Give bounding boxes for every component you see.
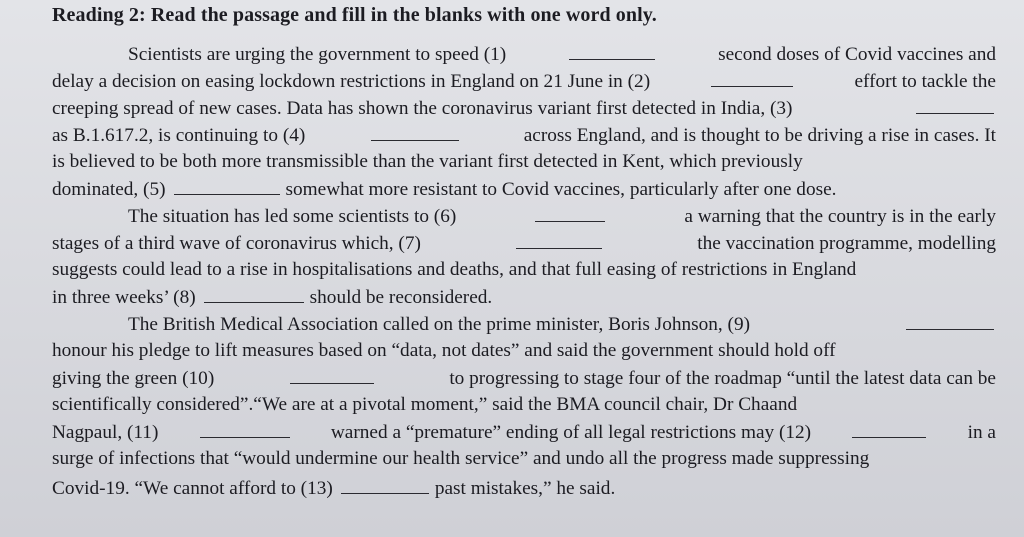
- passage-line: [52, 149, 996, 175]
- passage-text: Scientists are urging the government to speed (1): [128, 44, 507, 65]
- passage-line: [52, 284, 996, 310]
- passage-line: [52, 365, 996, 391]
- passage-line: [52, 475, 996, 501]
- passage-line: [52, 230, 996, 256]
- passage-text: warned a “premature” ending of all legal restrictions may (12): [330, 422, 812, 443]
- passage-text: scientifically considered”.“We are at a pivotal moment,” said the BMA council chair, Dr Chaand: [52, 394, 798, 415]
- passage-text: past mistakes,” he said.: [434, 478, 616, 499]
- passage-text: second doses of Covid vaccines and: [718, 44, 996, 65]
- answer-blank-12[interactable]: [852, 419, 926, 438]
- passage-text: the vaccination programme, modelling: [697, 233, 996, 254]
- answer-blank-11[interactable]: [200, 419, 290, 438]
- passage-text: Covid-19. “We cannot afford to (13): [52, 478, 333, 499]
- passage-text: creeping spread of new cases. Data has shown the coronavirus variant first detected in India, (3): [52, 98, 793, 119]
- passage-text: giving the green (10): [52, 368, 215, 389]
- passage-line: [52, 419, 996, 445]
- answer-blank-6[interactable]: [535, 203, 605, 222]
- passage-text: The situation has led some scientists to (6): [128, 206, 457, 227]
- passage-line: [52, 446, 996, 472]
- passage-line: [52, 311, 996, 337]
- passage-text: in a: [967, 422, 996, 443]
- passage-line: [52, 122, 996, 148]
- passage-text: to progressing to stage four of the roadmap “until the latest data can be: [449, 368, 996, 389]
- passage-line: [52, 392, 996, 418]
- answer-blank-9[interactable]: [906, 311, 994, 330]
- passage-line: [52, 338, 996, 364]
- answer-blank-13[interactable]: [341, 475, 429, 494]
- passage-text: somewhat more resistant to Covid vaccines, particularly after one dose.: [285, 179, 837, 200]
- passage-text: surge of infections that “would undermine our health service” and undo all the progress made suppressing: [52, 448, 870, 469]
- passage-text: in three weeks’ (8): [52, 287, 196, 308]
- passage-text: dominated, (5): [52, 179, 166, 200]
- answer-blank-7[interactable]: [516, 230, 602, 249]
- passage-line: [52, 41, 996, 67]
- passage-text: honour his pledge to lift measures based on “data, not dates” and said the government should hold off: [52, 340, 836, 361]
- passage-text: across England, and is thought to be driving a rise in cases. It: [523, 125, 996, 146]
- passage-text: should be reconsidered.: [309, 287, 493, 308]
- passage-text: effort to tackle the: [854, 71, 996, 92]
- passage-text: stages of a third wave of coronavirus which, (7): [52, 233, 421, 254]
- answer-blank-8[interactable]: [204, 284, 304, 303]
- passage-line: [52, 68, 996, 94]
- passage-line: [52, 257, 996, 283]
- answer-blank-1[interactable]: [569, 41, 655, 60]
- passage-line: [52, 176, 996, 202]
- passage-text: as B.1.617.2, is continuing to (4): [52, 125, 306, 146]
- answer-blank-10[interactable]: [290, 365, 374, 384]
- passage-text: is believed to be both more transmissible than the variant first detected in Kent, which previously: [52, 151, 803, 172]
- page-title: Reading 2: Read the passage and fill in the blanks with one word only.: [52, 4, 657, 26]
- answer-blank-3[interactable]: [916, 95, 994, 114]
- passage-text: Nagpaul, (11): [52, 422, 159, 443]
- passage-text: delay a decision on easing lockdown restrictions in England on 21 June in (2): [52, 71, 651, 92]
- passage-line: [52, 203, 996, 229]
- passage-line: [52, 95, 996, 121]
- passage-text: a warning that the country is in the early: [684, 206, 996, 227]
- passage-text: The British Medical Association called on the prime minister, Boris Johnson, (9): [128, 314, 751, 335]
- answer-blank-4[interactable]: [371, 122, 459, 141]
- answer-blank-5[interactable]: [174, 176, 280, 195]
- answer-blank-2[interactable]: [711, 68, 793, 87]
- passage-text: suggests could lead to a rise in hospitalisations and deaths, and that full easing of restrictions in England: [52, 259, 857, 280]
